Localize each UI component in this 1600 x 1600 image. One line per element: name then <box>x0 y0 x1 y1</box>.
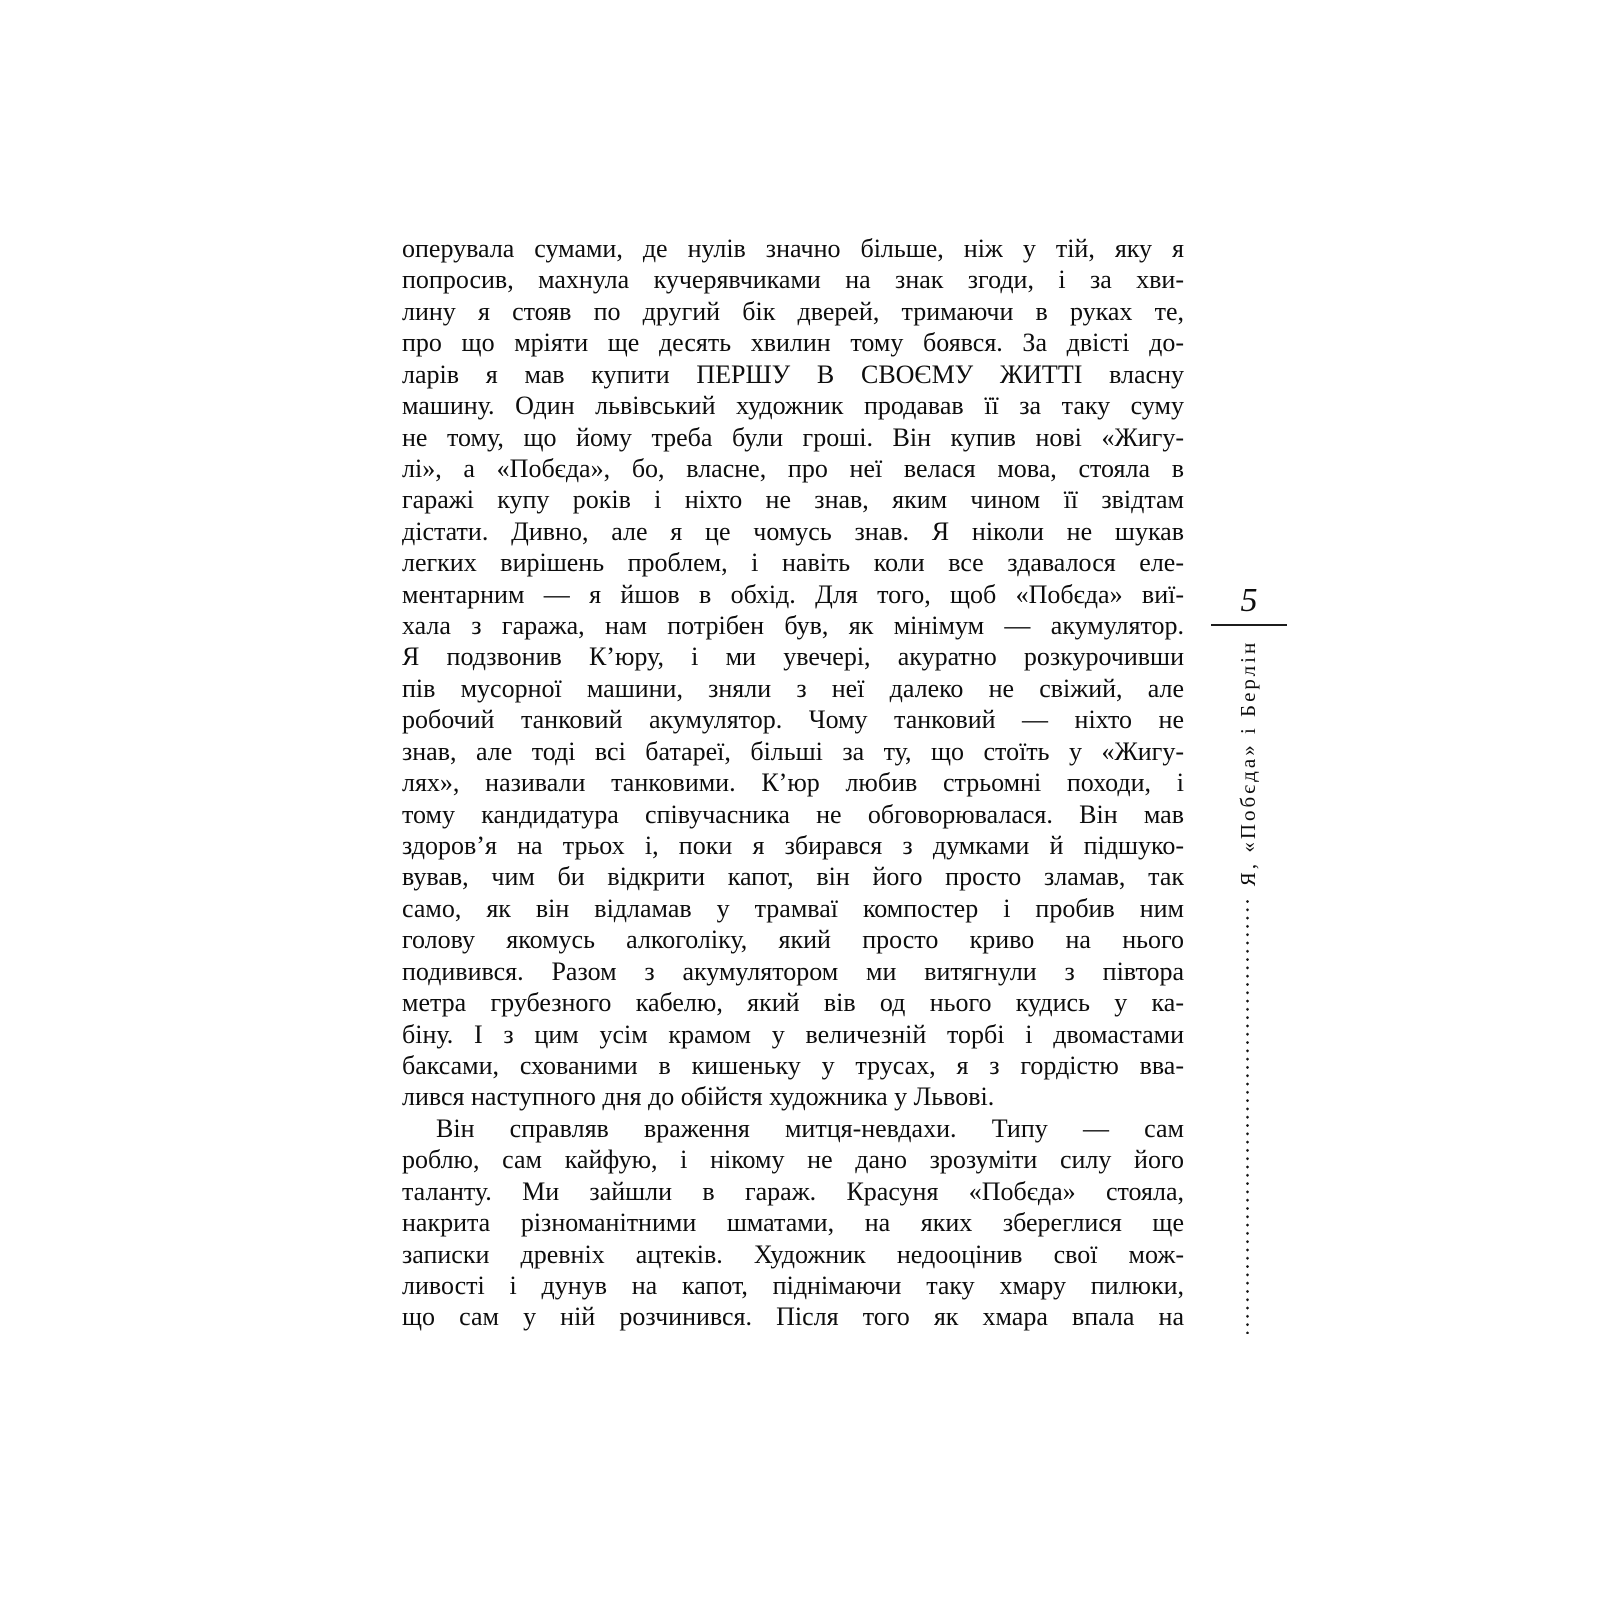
text-line: здоров’я на трьох і, поки я збирався з думками й підшуко- <box>402 831 1184 861</box>
text-line: гаражі купу років і ніхто не знав, яким чином її звідтам <box>402 485 1184 515</box>
text-line: накрита різноманітними шматами, на яких збереглися ще <box>402 1208 1184 1238</box>
text-line: тому кандидатура співучасника не обговорювалася. Він мав <box>402 799 1184 829</box>
text-line: лях», називали танковими. К’юр любив стрьомні походи, і <box>402 768 1184 798</box>
text-line: ментарним — я йшов в обхід. Для того, щоб «Побєда» виї- <box>402 579 1184 609</box>
text-line: баксами, схованими в кишеньку у трусах, я з гордістю вва- <box>402 1050 1184 1080</box>
text-line: записки древніх ацтеків. Художник недооцінив свої мож- <box>402 1239 1184 1269</box>
page-number-rule <box>1211 624 1287 626</box>
text-line: роблю, сам кайфую, і нікому не дано зрозуміти силу його <box>402 1145 1184 1175</box>
text-line: Я подзвонив К’юру, і ми увечері, акуратно розкурочивши <box>402 642 1184 672</box>
text-line: пів мусорної машини, зняли з неї далеко не свіжий, але <box>402 673 1184 703</box>
text-line: попросив, махнула кучерявчиками на знак згоди, і за хви- <box>402 265 1184 295</box>
text-line: хала з гаража, нам потрібен був, як мінімум — акумулятор. <box>402 611 1184 641</box>
text-line: дістати. Дивно, але я це чомусь знав. Я ніколи не шукав <box>402 516 1184 546</box>
text-line: метра грубезного кабелю, який вів од нього кудись у ка- <box>402 988 1184 1018</box>
text-line: таланту. Ми зайшли в гараж. Красуня «Побєда» стояла, <box>402 1176 1184 1206</box>
text-line: подивився. Разом з акумулятором ми витягнули з півтора <box>402 956 1184 986</box>
text-line: робочий танковий акумулятор. Чому танковий — ніхто не <box>402 705 1184 735</box>
text-line: голову якомусь алкоголіку, який просто криво на нього <box>402 925 1184 955</box>
text-line: оперувала сумами, де нулів значно більше, ніж у тій, яку я <box>402 234 1184 263</box>
text-line: ливості і дунув на капот, піднімаючи таку хмару пилюки, <box>402 1270 1184 1300</box>
text-line: про що мріяти ще десять хвилин тому боявся. За двісті до- <box>402 328 1184 358</box>
text-line: Він справляв враження митця-невдахи. Типу — сам <box>436 1113 1184 1143</box>
text-line: легких вирішень проблем, і навіть коли все здавалося еле- <box>402 548 1184 578</box>
text-line: не тому, що йому треба були гроші. Він купив нові «Жигу- <box>402 422 1184 452</box>
body-text-block <box>402 233 1184 1333</box>
chapter-title-text: Я, «Побєда» і Берлін <box>1236 639 1260 887</box>
dotted-leader <box>1246 900 1249 1334</box>
text-line: лі», а «Побєда», бо, власне, про неї велася мова, стояла в <box>402 453 1184 483</box>
text-line: лився наступного дня до обійстя художника у Львові. <box>402 1082 995 1112</box>
text-line: що сам у ній розчинився. Після того як хмара впала на <box>402 1302 1184 1332</box>
text-line: ларів я мав купити ПЕРШУ В СВОЄМУ ЖИТТІ власну <box>402 359 1184 389</box>
text-line: само, як він відламав у трамваї компостер і пробив ним <box>402 893 1184 923</box>
chapter-title-vertical <box>1210 630 1288 896</box>
text-line: вував, чим би відкрити капот, він його просто зламав, так <box>402 862 1184 892</box>
text-line: біну. І з цим усім крамом у величезній торбі і двомастами <box>402 1019 1184 1049</box>
text-line: знав, але тоді всі батареї, більші за ту, що стоїть у «Жигу- <box>402 736 1184 766</box>
text-line: лину я стояв по другий бік дверей, тримаючи в руках те, <box>402 296 1184 326</box>
text-line: машину. Один львівський художник продавав її за таку суму <box>402 391 1184 421</box>
page-number: 5 <box>1240 582 1258 619</box>
